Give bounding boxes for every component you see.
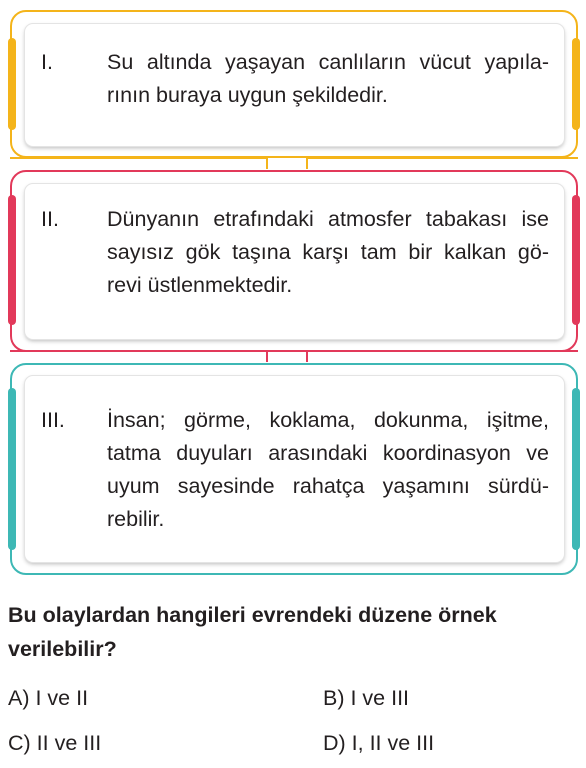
item-2-line-3: revi üstlenmektedir. [107,273,293,297]
connector-2-right [306,350,578,362]
option-c[interactable]: C) II ve III [8,731,102,755]
item-1-accent-right [572,38,580,130]
item-3-card [25,376,564,562]
item-2-accent-right [572,195,580,325]
item-3-numeral: III. [41,408,65,432]
item-1-numeral: I. [41,50,53,74]
item-2-accent-left [8,195,16,325]
item-2-line-2: sayısız gök taşına karşı tam bir kalkan gö- [107,240,549,264]
item-2-text [107,203,549,302]
item-1-card [25,24,564,146]
item-3-line-4: rebilir. [107,507,165,531]
item-3-line-3: uyum sayesinde rahatça yaşamını sürdü- [107,474,549,498]
item-1-line-1: Su altında yaşayan canlıların vücut yapıla- [107,50,549,74]
item-2-card [25,184,564,339]
item-3-accent-left [8,388,16,550]
question-text: Bu olaylardan hangileri evrendeki düzene örnek verilebilir? [8,603,497,661]
item-3-text [107,404,549,536]
option-a[interactable]: A) I ve II [8,686,89,710]
option-d[interactable]: D) I, II ve III [323,731,435,755]
item-3-line-2: tatma duyuları arasındaki koordinasyon ve [107,441,549,465]
connector-1-left [10,157,268,169]
item-2-numeral: II. [41,207,59,231]
connector-1-right [306,157,578,169]
item-1-text [107,46,549,112]
item-3-line-1: İnsan; görme, koklama, dokunma, işitme, [107,408,549,432]
option-b[interactable]: B) I ve III [323,686,410,710]
connector-2-left [10,350,268,362]
item-3-accent-right [572,388,580,550]
item-1-line-2: rının buraya uygun şekildedir. [107,83,388,107]
item-1-accent-left [8,38,16,130]
item-2-line-1: Dünyanın etrafındaki atmosfer tabakası ise [107,207,549,231]
